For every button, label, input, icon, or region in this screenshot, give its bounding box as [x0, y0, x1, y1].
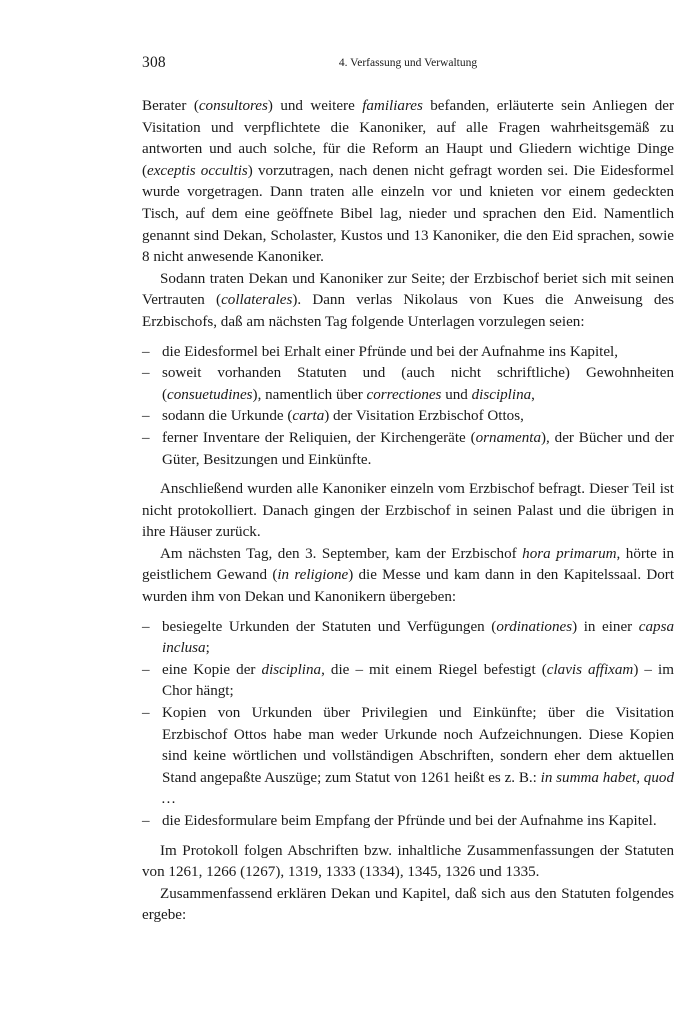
paragraph-3: Anschließend wurden alle Kanoniker einzeln vom Erzbischof befragt. Dieser Teil ist nicht protokolliert. Danach gingen der Erzbischof in seinen Palast und die übrigen in ihre Häuser zurück. [142, 481, 674, 541]
latin-term: exceptis occultis [147, 162, 248, 179]
dash-marker: – [142, 661, 150, 678]
latin-term: in summa habet, quod … [162, 769, 674, 808]
running-title: 4. Verfassung und Verwaltung [338, 57, 478, 69]
text-run: Kopien von Urkunden über Privilegien und Einkünfte; über die Visitation Erzbischof Ottos habe man weder Urkunde noch Aufzeichnungen. Diese Kopien sind keine wörtlichen und vollständigen Abschriften, sondern eher dem aktuellen Stand angepaßte Auszüge; zum Statut von 1261 heißt es z. B.: [162, 705, 674, 786]
text-run: ) die Messe und kam dann in den Kapitelssaal. Dort wurden ihm von Dekan und Kanonikern übergeben: [142, 567, 675, 606]
body-text [142, 96, 674, 927]
dash-marker: – [142, 343, 150, 360]
text-run: ). Dann verlas Nikolaus von Kues die Anweisung des Erzbischofs, daß am nächsten Tag folgende Unterlagen vorzulegen seien: [142, 292, 674, 330]
paragraph-1 [142, 96, 674, 269]
text-run: und [441, 386, 472, 403]
text-run: ), namentlich über [252, 386, 367, 403]
text-run: befanden, erläuterte sein Anliegen der Visitation und verpflichtete die Kanoniker, auf alle Fragen wahrheitsgemäß zu antworten und auch solche, für die Reform an Haupt und Gliedern wichtige Dinge ( [142, 98, 674, 179]
paragraph-4 [142, 544, 674, 609]
paragraph-2 [142, 269, 674, 334]
latin-term: consuetudines [167, 386, 253, 403]
dash-marker: – [142, 813, 150, 829]
list-item [142, 363, 674, 406]
text-run: die Eidesformulare beim Empfang der Pfründe und bei der Aufnahme ins Kapitel. [162, 813, 657, 829]
dash-marker: – [142, 429, 150, 446]
list-item [142, 428, 674, 471]
latin-term: hora primarum [522, 545, 617, 562]
text-run: Berater ( [142, 98, 199, 114]
text-run: Sodann traten Dekan und Kanoniker zur Seite; der Erzbischof beriet sich mit seinen Vertrauten ( [142, 270, 674, 309]
dash-list-1 [142, 342, 674, 472]
list-item [142, 811, 674, 833]
text-run: , [531, 386, 535, 403]
text-run: ferner Inventare der Reliquien, der Kirchengeräte ( [162, 429, 476, 446]
paragraph-5: Im Protokoll folgen Abschriften bzw. inhaltliche Zusammenfassungen der Statuten von 1261, 1266 (1267), 1319, 1333 (1334), 1345, 1326 und 1335. [142, 842, 674, 881]
latin-term: correctiones [366, 386, 442, 403]
text-run: , hörte in geistlichem Gewand ( [142, 545, 674, 584]
text-run: ; [205, 640, 210, 657]
text-run: die Eidesformel bei Erhalt einer Pfründe und bei der Aufnahme ins Kapitel, [162, 343, 619, 360]
latin-term: familiares [362, 98, 423, 114]
text-run: ) und weitere [267, 98, 363, 114]
text-run: ) vorzutragen, nach denen nicht gefragt worden sei. Die Eidesformel wurde vorgetragen. Dann traten alle einzeln vor und knieten vor einem gedeckten Tisch, auf dem eine geöffnete Bibel lag, nieder und sprachen den Eid. Namentlich genannt sind Dekan, Scholaster, Kustos und 13 Kanoniker, die den Eid sprachen, sowie 8 nicht anwesende Kanoniker. [142, 162, 675, 266]
latin-term: disciplina [471, 386, 532, 403]
latin-term: clavis affixam [546, 661, 634, 678]
text-run: eine Kopie der [162, 661, 262, 678]
text-run: ) in einer [572, 618, 639, 635]
page-header [142, 54, 674, 76]
text-run: ) – im Chor hängt; [162, 661, 674, 700]
text-run: Am nächsten Tag, den 3. September, kam der Erzbischof [160, 545, 523, 562]
page-number: 308 [142, 54, 166, 71]
list-item [142, 703, 674, 811]
paragraph-6: Zusammenfassend erklären Dekan und Kapitel, daß sich aus den Statuten folgendes ergebe: [142, 885, 674, 924]
text-run: ), der Bücher und der Güter, Besitzungen und Einkünfte. [162, 429, 674, 468]
dash-marker: – [142, 365, 150, 382]
latin-term: ornamenta [475, 429, 542, 446]
dash-marker: – [142, 618, 150, 635]
dash-marker: – [142, 705, 150, 722]
list-item [142, 406, 674, 428]
latin-term: consultores [198, 98, 268, 114]
latin-term: collaterales [221, 292, 293, 309]
text-run: soweit vorhanden Statuten und (auch nicht schriftliche) Gewohnheiten ( [162, 365, 674, 403]
book-page [142, 54, 674, 927]
text-run: sodann die Urkunde ( [162, 408, 293, 425]
latin-term: carta [292, 408, 325, 425]
latin-term: ordinationes [496, 618, 573, 635]
list-item [142, 660, 674, 703]
list-item [142, 342, 674, 364]
dash-list-2 [142, 617, 674, 833]
text-run: , die – mit einem Riegel befestigt ( [321, 661, 547, 678]
dash-marker: – [142, 408, 150, 425]
latin-term: disciplina [261, 661, 322, 678]
text-run: ) der Visitation Erzbischof Ottos, [324, 408, 524, 425]
text-run: besiegelte Urkunden der Statuten und Verfügungen ( [162, 618, 497, 635]
latin-term: in religione [277, 567, 349, 584]
latin-term: capsa inclusa [162, 618, 674, 657]
list-item [142, 617, 674, 660]
